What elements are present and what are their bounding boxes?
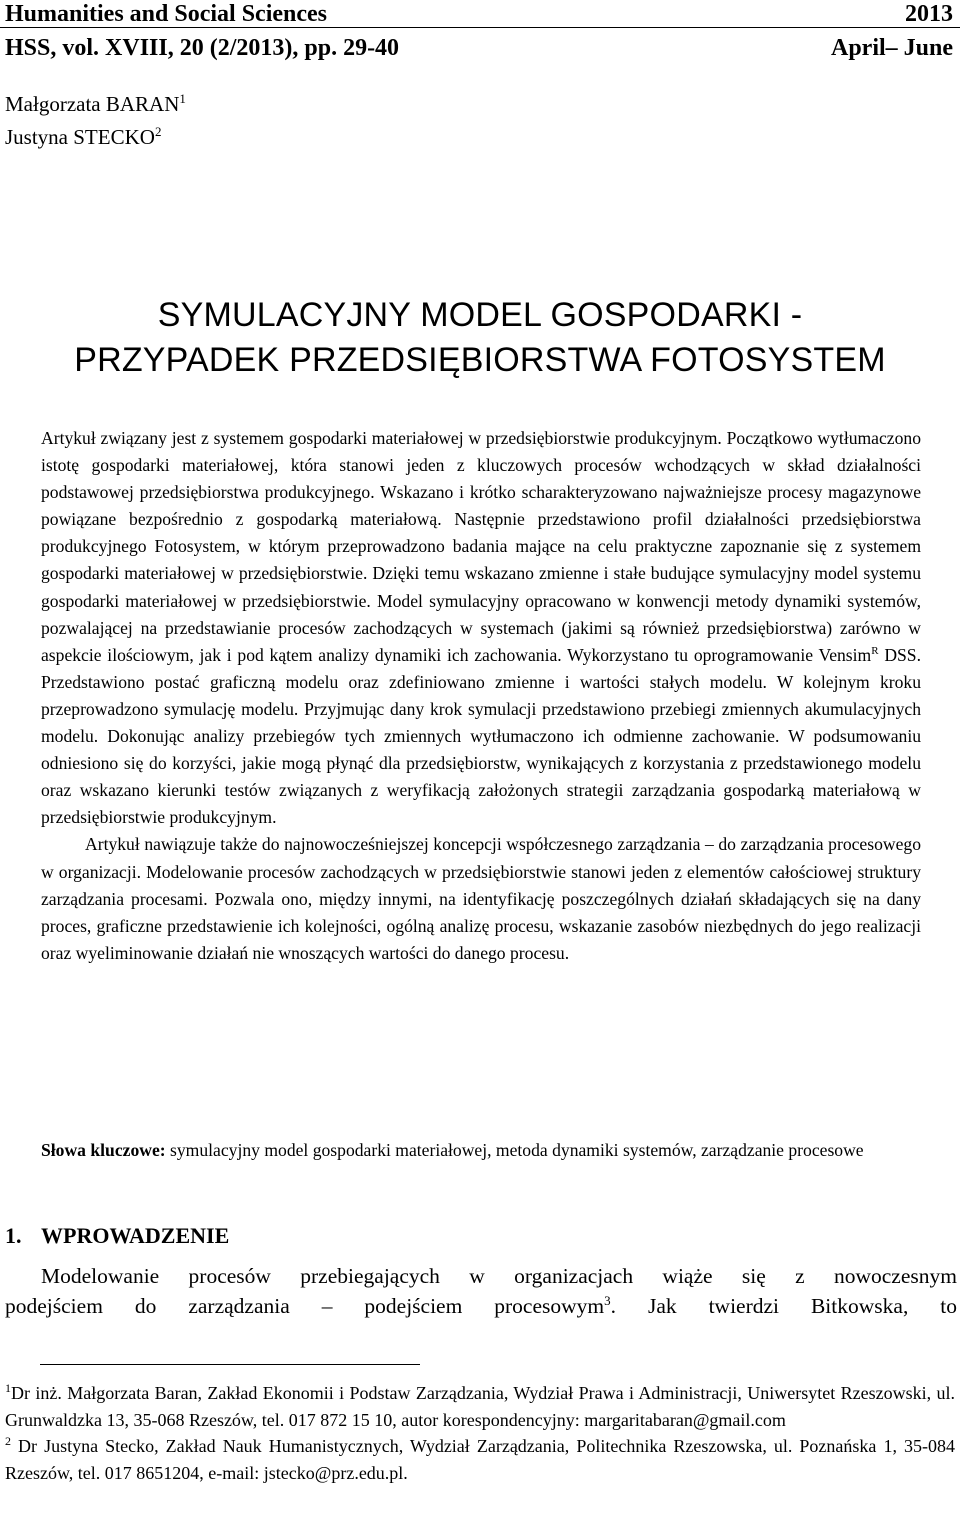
paper-title-line-2: PRZYPADEK PRZEDSIĘBIORSTWA FOTOSYSTEM [74,341,886,379]
footnote-ref-3: 3 [604,1292,611,1308]
abstract-paragraph-2: Artykuł nawiązuje także do najnowocześniejszej koncepcji współczesnego zarządzania – do zarządzania procesowego w organizacji. Modelowanie procesów zachodzących w przedsiębiorstwie stanowi jeden z elementów całościowej struktury zarządzania procesami. Pozwala ono, między innymi, na identyfikację poszczególnych działań składających się na dany proces, graficzne przedstawienie ich kolejności, ogólną analizę procesu, wskazanie zasobów niezbędnych do jego realizacji oraz wyeliminowanie działań nie wnoszących wartości do danego procesu. [41,834,921,963]
intro-line-2 [5,1291,957,1321]
keywords [41,1137,921,1164]
journal-name: Humanities and Social Sciences [5,1,328,27]
section-number: 1. [5,1223,22,1248]
paper-title-line-1: SYMULACYJNY MODEL GOSPODARKI - [157,296,803,334]
footnote-2-text: Dr Justyna Stecko, Zakład Nauk Humanistycznych, Wydział Zarządzania, Politechnika Rzeszowska, ul. Poznańska 1, 35-084 Rzeszów, tel. 017 8651204, e-mail: jstecko@prz.edu.pl. [5,1436,955,1483]
section-heading [5,1222,229,1250]
footnote-2 [5,1433,955,1486]
author-2-name: Justyna STECKO [5,125,155,149]
registered-mark: R [871,644,879,657]
footnote-1 [5,1380,955,1433]
abstract-paragraph-1 [41,425,921,831]
intro-text [5,1261,957,1321]
footnote-1-text: Dr inż. Małgorzata Baran, Zakład Ekonomii i Podstaw Zarządzania, Wydział Prawa i Administracji, Uniwersytet Rzeszowski, ul. Grunwaldzka 13, 35-068 Rzeszów, tel. 017 872 15 10, autor korespondencyjny: margaritabaran@gmail.com [5,1383,955,1430]
intro-line-2-start: podejściem do zarządzania – podejściem procesowym [5,1294,605,1318]
abstract-p1-part-2: DSS. Przedstawiono postać graficzną modelu oraz zdefiniowano zmienne i wartości stałych modelu. W kolejnym kroku przeprowadzono symulację modelu. Przyjmując dany krok symulacji przedstawiono przebiegi zmiennych akumulacyjnych modelu. Dokonując analizy przebiegów tych zmiennych wytłumaczono ich odmienne zachowanie. W podsumowaniu odniesiono się do korzyści, jakie mogą płynąć dla przedsiębiorstw, wynikających z korzystania z przedstawionego modelu oraz wskazano kierunki testów związanych z weryfikacją założonych strategii zarządzania gospodarką materiałową w przedsiębiorstwie produkcyjnym. [41,644,921,828]
footnote-1-mark: 1 [5,1381,11,1395]
journal-year: 2013 [905,1,953,27]
author-1-mark: 1 [179,91,186,106]
author-2 [5,124,161,150]
abstract-p1-part-1: Artykuł związany jest z systemem gospodarki materiałowej w przedsiębiorstwie produkcyjnym. Początkowo wytłumaczono istotę gospodarki materiałowej, która stanowi jeden z kluczowych procesów wchodzących w skład działalności podstawowej przedsiębiorstwa produkcyjnego. Wskazano i krótko scharakteryzowano najważniejsze procesy magazynowe powiązane bezpośrednio z gospodarką materiałową. Następnie przedstawiono profil działalności przedsiębiorstwa produkcyjnego Fotosystem, w którym przeprowadzono badania mające na celu praktyczne zapoznanie się z systemem gospodarki materiałowej w przedsiębiorstwie. Dzięki temu wskazano zmienne i stałe budujące symulacyjny model systemu gospodarki materiałowej w przedsiębiorstwie. Model symulacyjny opracowano w konwencji metody dynamiki systemów, pozwalającej na przedstawianie procesów zachodzących w systemach (jakimi są również przedsiębiorstwa) zarówno w aspekcie ilościowym, jak i pod kątem analizy dynamiki ich zachowania. Wykorzystano tu oprogramowanie Vensim [41,428,921,665]
author-2-mark: 2 [154,124,162,139]
journal-volume: HSS, vol. XVIII, 20 (2/2013), pp. 29-40 [5,35,400,61]
section-title: WPROWADZENIE [41,1223,230,1248]
intro-line-1: Modelowanie procesów przebiegających w organizacjach wiąże się z nowoczesnym [41,1264,957,1288]
footnotes [5,1380,955,1486]
keywords-text: symulacyjny model gospodarki materiałowej, metoda dynamiki systemów, zarządzanie procesowe [165,1140,864,1160]
footnote-rule [40,1364,420,1365]
abstract [41,425,921,967]
journal-period: April– June [830,35,953,61]
keywords-label: Słowa kluczowe: [41,1140,166,1160]
intro-line-2-end: . Jak twierdzi Bitkowska, to [610,1294,957,1318]
footnote-2-mark: 2 [5,1434,11,1448]
author-1 [5,91,186,117]
header-rule [0,27,960,28]
author-1-name: Małgorzata BARAN [5,92,180,116]
